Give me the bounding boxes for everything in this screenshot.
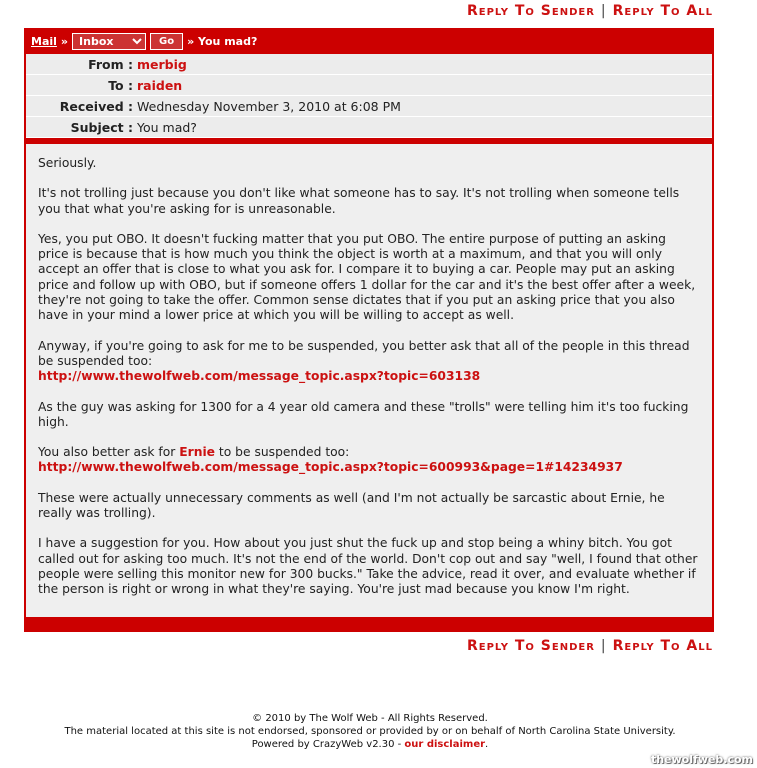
to-label: To : <box>108 77 133 93</box>
body-paragraph: As the guy was asking for 1300 for a 4 year old camera and these "trolls" were telling him it's too fucking high. <box>38 399 689 429</box>
reply-to-sender-link[interactable]: Reply To Sender <box>466 3 595 19</box>
header-row-from <box>26 54 712 75</box>
powered-by <box>0 738 740 751</box>
header-row-received <box>26 96 712 117</box>
body-paragraph <box>38 445 700 476</box>
received-value: Wednesday November 3, 2010 at 6:08 PM <box>137 98 401 114</box>
body-paragraph: It's not trolling just because you don't like what someone has to say. It's not trolling when someone tells you that what you're asking for is unreasonable. <box>38 186 680 216</box>
body-paragraph: Yes, you put OBO. It doesn't fucking matter that you put OBO. The entire purpose of putting an asking price is because that is how much you think the object is worth at a maximum, and that you will only accept an offer that is close to what you ask for. I compare it to buying a car. People may put an asking price and follow up with OBO, but if someone offers 1 dollar for the car and it's the best offer after a week, they're not going to take the offer. Common sense dictates that if you put an asking price that you also have in your mind a lower price at which you will be willing to accept as well. <box>38 231 696 323</box>
reply-bar-top <box>467 3 713 19</box>
reply-bar-bottom <box>467 638 713 654</box>
powered-by-end: . <box>485 739 489 750</box>
body-paragraph: Seriously. <box>38 156 97 170</box>
reply-to-all-link[interactable]: Reply To All <box>612 3 713 19</box>
subject-value: You mad? <box>137 119 197 135</box>
reply-to-sender-link[interactable]: Reply To Sender <box>466 638 595 654</box>
breadcrumb-subject: » You mad? <box>187 34 258 48</box>
body-paragraph <box>38 339 700 385</box>
body-text: You also better ask for <box>38 445 180 460</box>
received-label: Received : <box>59 98 133 114</box>
site-watermark: thewolfweb.com <box>650 753 753 766</box>
body-text: Anyway, if you're going to ask for me to be suspended, you better ask that all of the people in this thread be suspended too: <box>38 338 690 368</box>
message-container <box>24 28 714 632</box>
message-navbar <box>26 30 712 52</box>
subject-label: Subject : <box>70 119 133 135</box>
folder-select[interactable] <box>72 33 146 50</box>
header-row-subject <box>26 117 712 138</box>
powered-by-text: Powered by CrazyWeb v2.30 - <box>251 739 405 750</box>
mail-link[interactable]: Mail <box>31 34 57 48</box>
body-text: to be suspended too: <box>215 445 350 460</box>
reply-separator: | <box>600 638 607 654</box>
body-paragraph: These were actually unnecessary comments as well (and I'm not actually be sarcastic about Ernie, he really was trolling). <box>38 490 665 521</box>
thread-link-600993[interactable]: http://www.thewolfweb.com/message_topic.aspx?topic=600993&page=1#14234937 <box>38 460 623 475</box>
go-button[interactable]: Go <box>150 33 183 50</box>
page-footer <box>0 712 740 751</box>
reply-to-all-link[interactable]: Reply To All <box>612 638 713 654</box>
message-headers <box>26 54 712 138</box>
copyright-text: © 2010 by The Wolf Web - All Rights Reserved. <box>252 713 488 724</box>
user-link-ernie[interactable]: Ernie <box>179 445 216 460</box>
disclaimer-text: The material located at this site is not endorsed, sponsored or provided by or on behalf of North Carolina State University. <box>64 726 676 737</box>
to-user-link[interactable]: raiden <box>137 77 183 93</box>
body-paragraph: I have a suggestion for you. How about you just shut the fuck up and stop being a whiny bitch. You got called out for asking too much. It's not the end of the world. Don't cop out and say "well, I found that other people were selling this monitor new for 300 bucks." Take the advice, read it over, and evaluate whether if the person is right or wrong in what they're saying. You're just mad because you know I'm right. <box>38 536 698 597</box>
thread-link-603138[interactable]: http://www.thewolfweb.com/message_topic.aspx?topic=603138 <box>38 369 481 384</box>
breadcrumb-separator: » <box>60 34 69 48</box>
from-label: From : <box>88 56 133 72</box>
reply-separator: | <box>600 3 607 19</box>
message-body <box>26 144 712 617</box>
header-row-to <box>26 75 712 96</box>
from-user-link[interactable]: merbig <box>137 56 187 72</box>
disclaimer-link[interactable]: our disclaimer <box>404 739 486 750</box>
